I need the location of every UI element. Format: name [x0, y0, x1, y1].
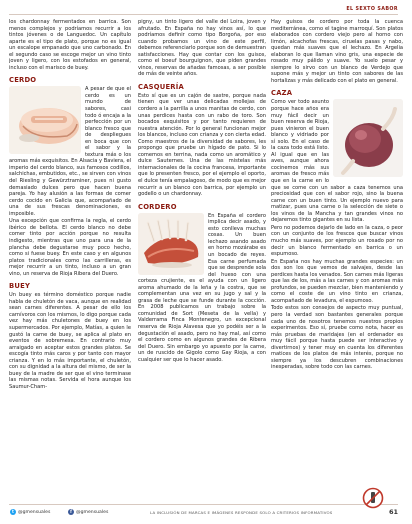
page-number: 61 — [388, 508, 398, 516]
twitter-icon: t — [10, 509, 16, 515]
no-alcohol-stamp-icon — [362, 487, 384, 509]
caza-p4: Todo estos son consejos de aspecto muy puntual, pero la verdad son bastantes generales porque cada uno de nosotros tenemos nuestros propios experimentos. Eso sí, pruebe como nota, hacer es más pruebas de maridajes (en el ordenador es muy fácil porque hasta puede ser interactivo y divertirnos) y tener muy en cuenta los diferentes matices de los platos de más interés, porque no siempre ya los descubren combinaciones inesperadas, sobre todo con las carnes. — [271, 305, 403, 371]
section-title: EL SEXTO SABOR — [346, 7, 398, 12]
col3-intro: Hay guisos de cordero por toda la cuenca mediterránea, como el tagine marroquí. Son platos elaborados con cordero viejo pero al horno con limón, alcachofas frescas, ciruelas pasas y nabo, quedan más suaves que el lechazo. En Argelia elaboran lo que llaman vino gris, una especie de rosado muy pálido y suave. Yo suelo pesar y siempre lo sirvo con un blanco de Verdejo que supone más y mejor un tinto con sabores de las hortalizas y más delicado con el plato en general. — [271, 19, 403, 84]
cerdo-block — [9, 86, 131, 218]
column-3 — [271, 19, 403, 495]
footer-divider — [9, 504, 398, 505]
caza-p2: Pero no podemos dejarlo de lado en la caza, o peor con un conjunto de los frescos que buscar vinos mucho más suaves, por ejemplo un rosado por no decir un blanco fermentado en barrica o un espumoso. — [271, 224, 403, 258]
cerdo-p2: Una excepción que confirma la regla, el cerdo ibérico de bellota. El cerdo blanco no debe comer tinto por acción porque no resulta indigesto, mientras que uno para una de la plancha debe degustarse muy poco hecho, como si fuese buey. En este caso y en algunos platos tradicionales como las carrilleras, es mejor recurrir a un tinto, incluso a un gran vino, un reserva de Rioja Ribera del Duero. — [9, 218, 131, 277]
buey-p1: Un buey es término doméstico porque nadie habla de chuletón de vaca, aunque en realidad sean carnes diferentes. A pesar de ello los carnívoros con los mismos, lo digo porque cada vez hay más chuletones de buey en los supermercados. Por ejemplo, Matías, a quien le gustó la carne de buey, se aplica al plato en eventos de sobremesa. En contrario muy arraigado en aceptar estos grandes platos. Se escogía tinto más caros y por tanto con mayor crianza. Y en lo más importante, el chuletón, con su dignidad a la altura del mismo, de ser la buey de la madre de ser que el vino terminase las mismas notas. Servida el hora aunque los Saumur-Cham- — [9, 292, 131, 390]
cordero-block — [138, 213, 266, 365]
heading-casqueria: CASQUERÍA — [138, 82, 184, 91]
pork-image — [9, 86, 81, 154]
column-1 — [9, 19, 131, 495]
header-divider — [9, 14, 398, 15]
disclaimer-note: LA INCLUSIÓN DE MARCAS E IMÁGENES RESPONDE SOLO A CRITERIOS INFORMATIVOS — [150, 510, 333, 515]
game-bird-image — [333, 99, 403, 177]
cordero-p1: En España el cordero implica decir asado, y esto conlleva muchas cosas. Un buen lechazo asando asado en horno mozárabe es un bocado de reyes. Esa carne perfumada que se desprende sola del hueso con una corteza crujiente, es el ayuda con un ligero aroma ahumado de la leña y la costra, que se complementan una vez en su jugo y sal y la grasa de leche que se funde durante la cocción. En 2008 publicamos un trabajo sobre la comunidad de Sort (Meseta de la vella) y Valderrama Finca Montenegro, un excepcional reserva de Rioja Alavesa que yo podéis ser a la degustación el asado, pero no hay mal, así como el cordero como en algunos grandes de Ribera del Duero. Sin embargo yo apuesto por la carne, un de ruscido de Gigolo como Gay Rioja, a con cualquier ser que lo hacer asado. — [138, 212, 266, 363]
caza-block — [271, 99, 403, 224]
facebook-handle[interactable] — [68, 509, 108, 515]
twitter-text: @gmensuales — [18, 509, 51, 515]
heading-caza: CAZA — [271, 89, 293, 98]
cerdo-p1: A pesar de que el cerdo es un mundo de sabores, casi todo ó encaja a la perfección por un blanco fresco que de despliegues en boca que con el sabor y la textura más o los aromas más exquisitos. En Alsacia y Baviera, el imperio del cerdo blanco, sus famosos codillos, salchichas, embutidos, etc., se sirven con vinos del Riesling y Gewürztraminer, pues ni gusto demasiado dulces pero que hacen buena pareja. Yo hay alusión a las formas de comer cerdo cocido en Galicia que, acompañado de una de sus frescas denominaciones, es imposible. — [9, 86, 131, 217]
facebook-text: @gmensuales — [76, 509, 109, 515]
heading-cerdo: CERDO — [9, 76, 37, 85]
heading-cordero: CORDERO — [138, 202, 177, 211]
column-2 — [138, 19, 266, 495]
caza-p1: Como ver todo asunto porque hace años era muy fácil decir un buen reserva de Rioja, pues vinieron el buen blanco y vidriado por sí solo. En el caso de la caza todo está listo. Al igual que en las aves, aunque ahora cocinemos más sus aromas de fresco más que en la carne en lo que se come con un sabor a caza tenemos una preciosidad que con el sabor rojo, sino la buena carne con un buen tinto. Un ejemplo nuevo para matizar, pues una carne o la selección de siete o los vinos de la Mancha y tan grandes vinos no dejaremos tinto gigantes en su lista. — [271, 99, 403, 224]
twitter-handle[interactable] — [10, 509, 50, 515]
lamb-rack-image — [138, 213, 204, 275]
facebook-icon: f — [68, 509, 74, 515]
page-footer — [0, 502, 412, 524]
heading-buey: BUEY — [9, 282, 31, 291]
casqueria-p1: Esto sí que es un cajón de sastre, porque nada tienen que ver unas delicadas mollejas de cordero a la parrilla a unos manitas de cerdo, con unas perdices hasta con un rabo de toro. Son bocados exquisitos y por tanto requieren de nuestra atención. Por lo general funcionan mejor los blancos, incluso con crianza y con cierta edad. Como maestros de la diversidad de sabores, les propongo que pruebe un hígado de pato. Si lo comemos en terrina, nada como un aromático y dulce Sauternes. Una de las mistelas más internacionales de la cocina francesa, importante que lo presenten fresco, por el ejemplo el oporto, el dulce tenía empalagoso, de modo que es mejor recurrir a un blanco con barrica, por ejemplo un godello o un chardonnay. — [138, 92, 266, 198]
caza-p3: En España nos hay muchas grandes especies: un dos son los que vemos de salvajes, desde las perdices hasta los venados. Son carnes más ligeras que las de los, más a las carnes y con aromas más profundos, se pueden mezclar, bien manteniendo y como el coste de un vino tinto en crianza, acompañado de levadura, el espumoso. — [271, 258, 403, 304]
col1-intro: los chardonnay fermentados en barrica. Son menos complejos y podríamos recurrir a los tintos jóvenes o de Languedoc. Un capítulo aparte es el tipo de plato, porque no es igual un escalope empanado que uno carbonado. En el segundo caso se escoge mejor un vino tinto joven y ligero, con los estofados en general, incluso con el marisco de buey. — [9, 19, 131, 71]
col2-intro: pigny, un tinto ligero del valle del Loira, joven y afrutado. En España no hay vinos así, lo que podríamos definir como tipo Borgoña, por eso cuando probamos un vino de este perfil, debemos referenciarlo porque son de demuestran satisfacciones. Hay que contar con los guisos, como el boeuf bourguignon, que piden grandes vinos, reservas de añadas famosas, a ser posible de más de veinte años. — [138, 19, 266, 78]
